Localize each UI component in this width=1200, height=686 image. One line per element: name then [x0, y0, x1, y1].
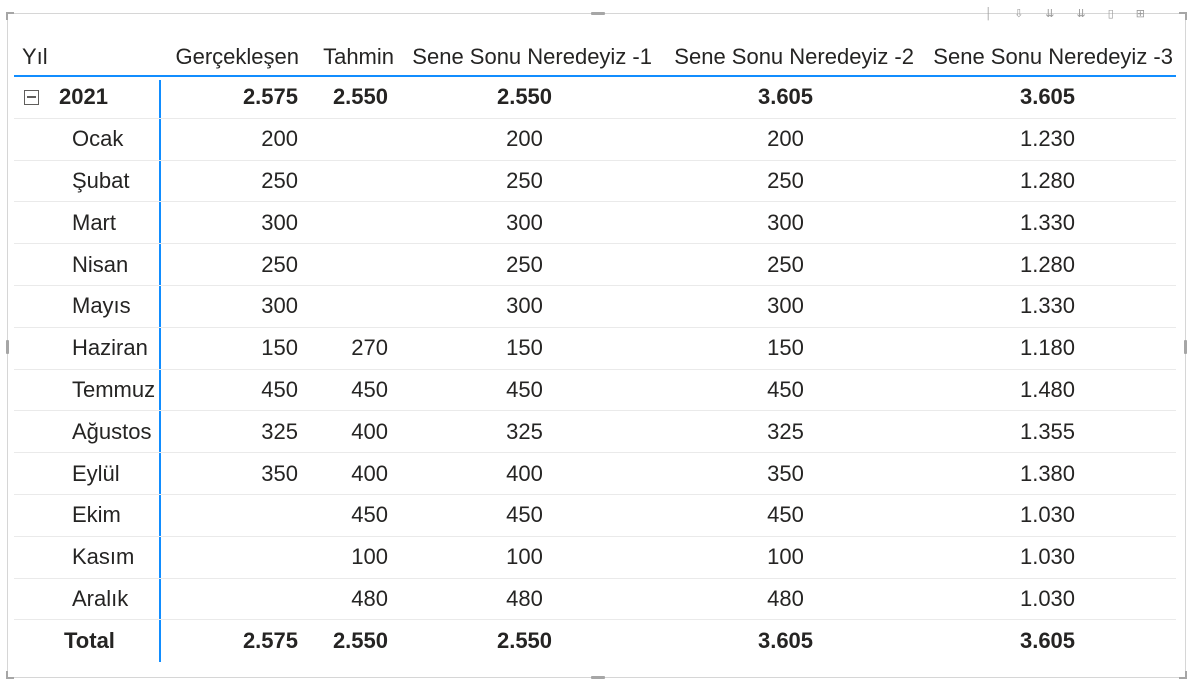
table-cell: 450 [767, 376, 804, 402]
table-cell: 3.605 [757, 628, 814, 654]
table-row [14, 328, 1176, 370]
table-cell [308, 161, 388, 202]
row-header-label: 2021 [59, 84, 108, 110]
table-cell: 200 [261, 126, 298, 152]
table-cell [169, 495, 298, 536]
expand-next-level-icon[interactable]: ⇊ [1045, 8, 1055, 20]
table-cell: 250 [767, 167, 804, 193]
table-row [14, 579, 1176, 621]
resize-corner-bottom-right[interactable] [1179, 671, 1187, 679]
drill-down-icon[interactable]: ⇩ [1014, 8, 1024, 20]
table-cell: 3.605 [757, 84, 814, 110]
row-header-year [22, 77, 167, 118]
row-header-month: Kasım [72, 544, 135, 570]
row-header-month: Şubat [72, 167, 130, 193]
column-header-row [14, 28, 1176, 77]
table-cell: 480 [506, 585, 543, 611]
table-row [14, 495, 1176, 537]
table-cell: 450 [261, 376, 298, 402]
row-header-month: Eylül [72, 460, 120, 486]
table-cell: 325 [506, 418, 543, 444]
table-cell: 200 [767, 126, 804, 152]
table-cell: 400 [351, 418, 388, 444]
table-cell [308, 286, 388, 327]
table-cell: 2.575 [242, 84, 298, 110]
matrix-table [14, 28, 1176, 662]
column-header-sene-sonu-1[interactable]: Sene Sonu Neredeyiz -1 [412, 44, 652, 69]
table-cell: 450 [506, 376, 543, 402]
resize-corner-top-right[interactable] [1179, 12, 1187, 20]
row-header-month: Mart [72, 209, 116, 235]
table-cell: 150 [767, 335, 804, 361]
table-cell: 100 [767, 544, 804, 570]
row-header-month: Ocak [72, 126, 124, 152]
column-header-sene-sonu-2[interactable]: Sene Sonu Neredeyiz -2 [674, 44, 914, 69]
table-cell: 325 [767, 418, 804, 444]
table-cell: 250 [767, 251, 804, 277]
table-row [14, 161, 1176, 203]
table-cell: 1.355 [1019, 418, 1076, 444]
table-cell: 1.230 [1019, 126, 1076, 152]
table-row-total [14, 620, 1176, 662]
row-header-month: Ekim [72, 502, 121, 528]
table-cell: 250 [261, 167, 298, 193]
resize-corner-top-left[interactable] [6, 12, 14, 20]
table-row [14, 119, 1176, 161]
table-cell: 1.280 [1019, 251, 1076, 277]
row-header-month: Ağustos [72, 418, 152, 444]
table-row-year [14, 77, 1176, 119]
table-row [14, 202, 1176, 244]
resize-handle-right[interactable] [1184, 340, 1187, 354]
row-header-month: Haziran [72, 335, 148, 361]
column-header-gerceklesen[interactable]: Gerçekleşen [175, 44, 299, 69]
table-cell [308, 119, 388, 160]
table-cell: 270 [351, 335, 388, 361]
row-header-month: Temmuz [72, 376, 156, 402]
table-cell: 325 [261, 418, 298, 444]
table-cell: 1.030 [1019, 585, 1076, 611]
table-cell: 250 [506, 251, 543, 277]
table-cell: 300 [767, 293, 804, 319]
table-cell: 1.030 [1019, 544, 1076, 570]
table-cell: 250 [261, 251, 298, 277]
matrix-visual[interactable] [7, 8, 1186, 678]
column-header-sene-sonu-3[interactable]: Sene Sonu Neredeyiz -3 [933, 44, 1173, 69]
table-cell: 2.550 [332, 628, 388, 654]
drill-up-icon[interactable]: │ [985, 8, 993, 20]
resize-handle-top[interactable] [591, 12, 605, 15]
table-cell [308, 202, 388, 243]
table-cell: 300 [506, 293, 543, 319]
table-cell: 100 [351, 544, 388, 570]
table-row [14, 411, 1176, 453]
table-cell: 1.480 [1019, 376, 1076, 402]
table-cell: 300 [767, 209, 804, 235]
table-cell: 2.550 [496, 628, 553, 654]
table-cell: 350 [767, 460, 804, 486]
table-row [14, 537, 1176, 579]
table-cell: 480 [767, 585, 804, 611]
table-cell: 1.330 [1019, 209, 1076, 235]
table-cell: 100 [506, 544, 543, 570]
table-cell: 350 [261, 460, 298, 486]
table-cell: 1.180 [1019, 335, 1076, 361]
row-header-month: Mayıs [72, 293, 131, 319]
row-header-month: Aralık [72, 585, 129, 611]
resize-handle-left[interactable] [6, 340, 9, 354]
table-cell: 480 [351, 585, 388, 611]
filter-icon[interactable]: ▯ [1107, 8, 1114, 20]
table-row [14, 286, 1176, 328]
resize-handle-bottom[interactable] [591, 676, 605, 679]
table-cell [308, 244, 388, 285]
row-header-total: Total [64, 628, 115, 654]
table-cell: 2.550 [332, 84, 388, 110]
table-cell: 150 [261, 335, 298, 361]
table-cell: 400 [351, 460, 388, 486]
table-cell: 450 [351, 376, 388, 402]
table-row [14, 453, 1176, 495]
table-cell: 3.605 [1019, 84, 1076, 110]
table-cell: 1.380 [1019, 460, 1076, 486]
table-row [14, 244, 1176, 286]
focus-mode-icon[interactable]: ⊞ [1135, 8, 1145, 20]
table-cell: 300 [506, 209, 543, 235]
table-cell: 250 [506, 167, 543, 193]
collapse-minus-icon[interactable] [24, 90, 39, 105]
table-cell: 1.330 [1019, 293, 1076, 319]
row-header-month: Nisan [72, 251, 129, 277]
table-cell: 1.280 [1019, 167, 1076, 193]
table-cell [169, 579, 298, 620]
table-row [14, 370, 1176, 412]
table-cell: 300 [261, 209, 298, 235]
table-cell: 200 [506, 126, 543, 152]
table-cell: 1.030 [1019, 502, 1076, 528]
table-cell: 150 [506, 335, 543, 361]
expand-all-icon[interactable]: ⇊ [1076, 8, 1086, 20]
column-header-yil[interactable]: Yıl [22, 44, 48, 69]
visual-header-toolbar [985, 8, 1145, 20]
column-header-tahmin[interactable]: Tahmin [323, 44, 394, 69]
table-cell: 400 [506, 460, 543, 486]
table-cell: 2.550 [496, 84, 553, 110]
table-cell: 2.575 [242, 628, 298, 654]
table-cell: 450 [767, 502, 804, 528]
table-cell: 3.605 [1019, 628, 1076, 654]
resize-corner-bottom-left[interactable] [6, 671, 14, 679]
table-cell: 450 [351, 502, 388, 528]
table-cell: 300 [261, 293, 298, 319]
table-cell: 450 [506, 502, 543, 528]
table-cell [169, 537, 298, 578]
